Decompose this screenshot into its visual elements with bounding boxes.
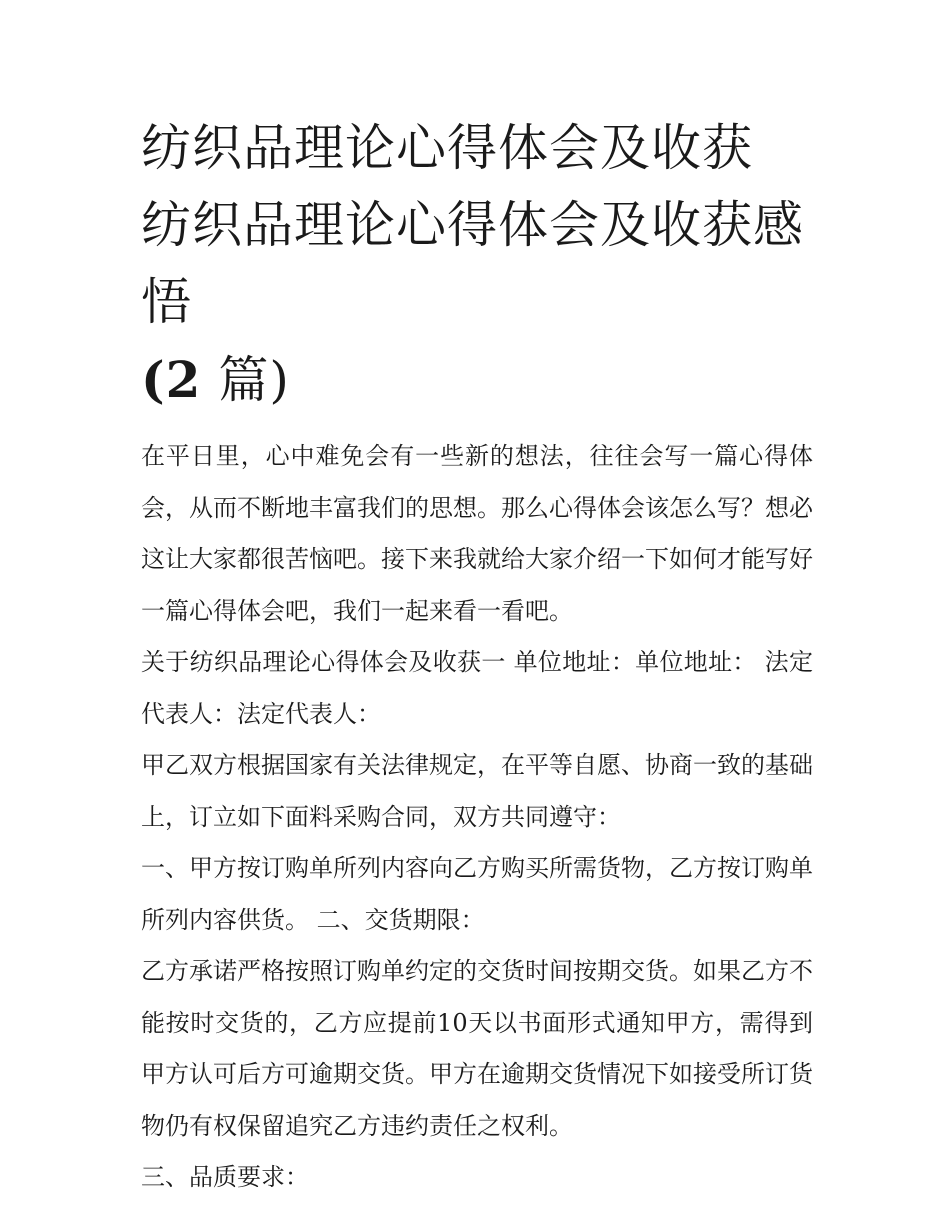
- paragraph-parties: 关于纺织品理论心得体会及收获一 单位地址：单位地址： 法定代表人：法定代表人：: [141, 648, 813, 728]
- document-body: [141, 431, 813, 1204]
- title-main: 纺织品理论心得体会及收获 纺织品理论心得体会及收获感悟: [141, 119, 804, 331]
- title-count-number: (2: [141, 350, 202, 409]
- paragraph-delivery: 乙方承诺严格按照订购单约定的交货时间按期交货。如果乙方不能按时交货的，乙方应提前10天以书面形式通知甲方，需得到甲方认可后方可逾期交货。甲方在逾期交货情况下如接受所订货物仍有权保留追究乙方违约责任之权利。: [141, 957, 813, 1140]
- paragraph-agreement: 甲乙双方根据国家有关法律规定，在平等自愿、协商一致的基础上，订立如下面料采购合同，双方共同遵守：: [141, 751, 813, 831]
- paragraph-intro: 在平日里，心中难免会有一些新的想法，往往会写一篇心得体会，从而不断地丰富我们的思想。那么心得体会该怎么写？想必这让大家都很苦恼吧。接下来我就给大家介绍一下如何才能写好一篇心得体会吧，我们一起来看一看吧。: [141, 442, 813, 625]
- paragraph-clause-1: 一、甲方按订购单所列内容向乙方购买所需货物，乙方按订购单所列内容供货。 二、交货期限：: [141, 854, 813, 934]
- document-title: [141, 110, 813, 419]
- paragraph-clause-3: 三、品质要求：: [141, 1163, 309, 1191]
- document-content: [141, 110, 813, 1204]
- title-count-unit: 篇): [218, 351, 290, 409]
